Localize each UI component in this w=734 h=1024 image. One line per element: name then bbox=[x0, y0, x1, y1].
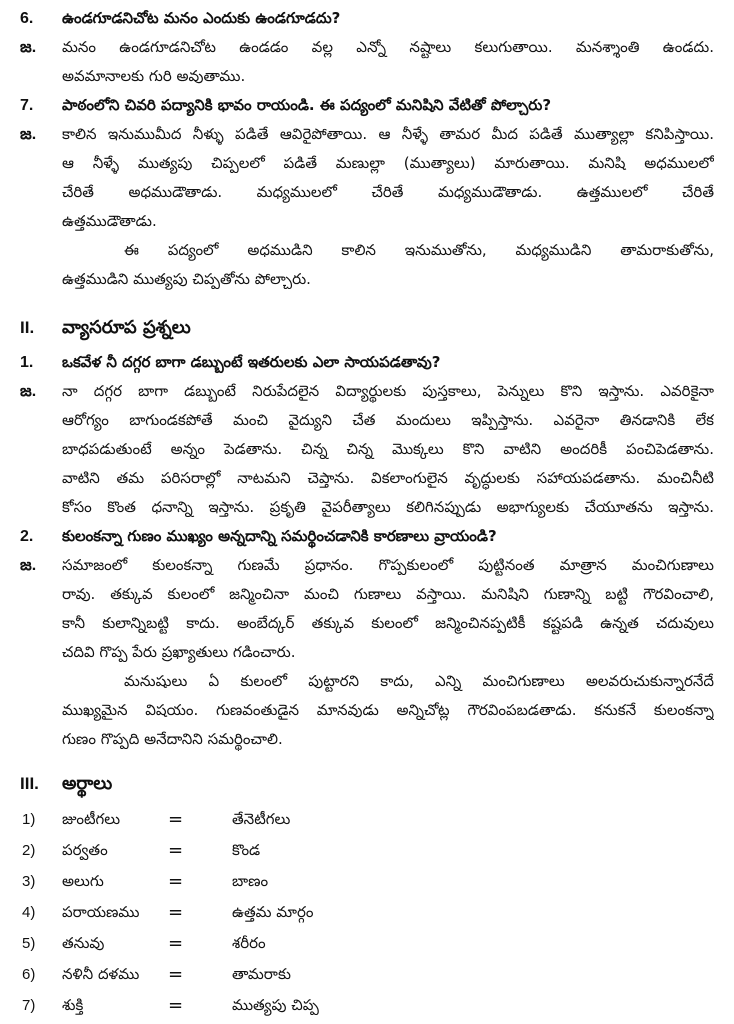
answer-6-line bbox=[0, 33, 734, 62]
meaning-value: ఉత్తమ మార్గం bbox=[232, 903, 314, 921]
answer-text: ఉత్తముడౌతాడు. bbox=[62, 212, 157, 230]
meaning-row bbox=[0, 990, 734, 1021]
answer-7-line bbox=[0, 265, 734, 294]
meaning-word: పరాయణము bbox=[62, 903, 140, 921]
answer-text: చదివి గొప్ప పేరు ప్రఖ్యాతులు గడించారు. bbox=[62, 643, 296, 661]
question-number: 6. bbox=[20, 10, 34, 27]
meaning-word: నళినీ దళము bbox=[62, 965, 140, 983]
answer-text: ముఖ్యమైన విషయం. గుణవంతుడైన మానవుడు అన్నిచోట్ల గౌరవింపబడతాడు. కనుకనే కులంకన్నా bbox=[62, 701, 714, 719]
answer-text: కానీ కులాన్నిబట్టి కాదు. అంబేద్కర్ తక్కువ కులంలో జన్మించినప్పటికీ కష్టపడి ఉన్నత చదువులు bbox=[62, 614, 714, 632]
answer-label: జ. bbox=[20, 39, 37, 56]
meaning-number: 7) bbox=[22, 997, 36, 1014]
answer-7-line bbox=[0, 120, 734, 149]
essay-answer-2-line bbox=[0, 667, 734, 696]
answer-text: మనుషులు ఏ కులంలో పుట్టారని కాదు, ఎన్ని మంచిగుణాలు అలవరుచుకున్నారనేదే bbox=[124, 672, 714, 690]
question-7 bbox=[0, 91, 734, 120]
meaning-number: 5) bbox=[22, 935, 36, 952]
answer-label: జ. bbox=[20, 383, 37, 400]
answer-text: అవమానాలకు గురి అవుతాము. bbox=[62, 67, 246, 85]
answer-text: బాధపడుతుంటే అన్నం పెడతాను. చిన్న చిన్న మొక్కలు కొని వాటిని అందరికీ పంచిపెడతాను. bbox=[62, 440, 714, 458]
meaning-value: ముత్యపు చిప్ప bbox=[232, 996, 319, 1014]
answer-text: చేరితే అధముడౌతాడు. మధ్యములలో చేరితే మధ్యముడౌతాడు. ఉత్తములలో చేరితే bbox=[62, 183, 714, 201]
section-title: అర్థాలు bbox=[62, 773, 113, 794]
meaning-word: జుంటీగలు bbox=[62, 810, 121, 828]
answer-text: ఆ నీళ్ళే ముత్యపు చిప్పలలో పడితే మణుల్లా (ముత్యాలు) మారుతాయి. మనిషి అధములలో bbox=[62, 154, 714, 172]
meaning-number: 2) bbox=[22, 842, 36, 859]
answer-text: గుణం గొప్పది అనేదానిని సమర్థించాలి. bbox=[62, 730, 283, 748]
answer-text: మనం ఉండగూడనిచోట ఉండడం వల్ల ఎన్నో నష్టాలు కలుగుతాయి. మనశ్శాంతి ఉండదు. bbox=[62, 38, 714, 56]
essay-answer-1-line bbox=[0, 377, 734, 406]
question-number: 1. bbox=[20, 354, 34, 371]
question-number: 7. bbox=[20, 97, 34, 114]
answer-6-line bbox=[0, 62, 734, 91]
meaning-value: బాణం bbox=[232, 872, 269, 890]
essay-answer-1-line bbox=[0, 406, 734, 435]
essay-answer-2-line bbox=[0, 725, 734, 754]
equals-sign: = bbox=[168, 995, 184, 1016]
question-text: కులంకన్నా గుణం ముఖ్యం అన్నదాన్ని సమర్థించడానికి కారణాలు వ్రాయండి? bbox=[62, 527, 497, 545]
question-number: 2. bbox=[20, 528, 34, 545]
meaning-row bbox=[0, 897, 734, 928]
essay-question-2 bbox=[0, 522, 734, 551]
answer-text: ఈ పద్యంలో అధముడిని కాలిన ఇనుముతోను, మధ్యముడిని తామరాకుతోను, bbox=[124, 241, 714, 259]
essay-question-1 bbox=[0, 348, 734, 377]
answer-7-line bbox=[0, 207, 734, 236]
answer-text: సమాజంలో కులంకన్నా గుణమే ప్రధానం. గొప్పకులంలో పుట్టినంత మాత్రాన మంచిగుణాలు bbox=[62, 556, 714, 574]
meaning-row bbox=[0, 804, 734, 835]
essay-answer-1-line bbox=[0, 464, 734, 493]
meaning-value: కొండ bbox=[232, 841, 261, 859]
answer-7-line bbox=[0, 178, 734, 207]
equals-sign: = bbox=[168, 871, 184, 892]
essay-answer-1-line bbox=[0, 435, 734, 464]
question-text: ఉండగూడనిచోట మనం ఎందుకు ఉండగూడదు? bbox=[62, 9, 341, 27]
meaning-value: శరీరం bbox=[232, 934, 266, 952]
meaning-row bbox=[0, 928, 734, 959]
essay-answer-1-line bbox=[0, 493, 734, 522]
question-6 bbox=[0, 4, 734, 33]
answer-7-line bbox=[0, 236, 734, 265]
meaning-word: తనువు bbox=[62, 934, 105, 952]
section-heading-2 bbox=[0, 308, 734, 348]
meaning-number: 4) bbox=[22, 904, 36, 921]
meaning-word: అలుగు bbox=[62, 872, 104, 890]
meaning-row bbox=[0, 959, 734, 990]
answer-label: జ. bbox=[20, 557, 37, 574]
essay-answer-2-line bbox=[0, 609, 734, 638]
answer-text: కాలిన ఇనుముమీద నీళ్ళు పడితే ఆవిరైపోతాయి. ఆ నీళ్ళే తామర మీద పడితే ముత్యాల్లా కనిపిస్తాయి. bbox=[62, 125, 714, 143]
essay-answer-2-line bbox=[0, 696, 734, 725]
equals-sign: = bbox=[168, 840, 184, 861]
meaning-row bbox=[0, 866, 734, 897]
meaning-number: 1) bbox=[22, 811, 36, 828]
meaning-value: తేనెటీగలు bbox=[232, 810, 291, 828]
meaning-word: పర్వతం bbox=[62, 841, 108, 859]
meanings-list bbox=[0, 804, 734, 1021]
answer-label: జ. bbox=[20, 126, 37, 143]
answer-text: వాటిని తమ పరిసరాల్లో నాటమని చెప్తాను. వికలాంగులైన వృద్ధులకు సహాయపడతాను. మంచినీటి bbox=[62, 469, 714, 487]
meaning-word: శుక్తి bbox=[62, 996, 84, 1014]
answer-7-line bbox=[0, 149, 734, 178]
equals-sign: = bbox=[168, 902, 184, 923]
meaning-number: 3) bbox=[22, 873, 36, 890]
equals-sign: = bbox=[168, 933, 184, 954]
meaning-row bbox=[0, 835, 734, 866]
meaning-value: తామరాకు bbox=[232, 965, 291, 983]
section-number: II. bbox=[20, 318, 35, 337]
equals-sign: = bbox=[168, 964, 184, 985]
section-heading-3 bbox=[0, 764, 734, 804]
section-title: వ్యాసరూప ప్రశ్నలు bbox=[62, 317, 191, 338]
essay-answer-2-line bbox=[0, 551, 734, 580]
answer-text: కోసం కొంత ధనాన్ని ఇస్తాను. ప్రకృతి వైపరీత్యాలు కలిగినప్పుడు అభాగ్యులకు చేయూతను ఇస్తాను. bbox=[62, 498, 714, 516]
essay-answer-2-line bbox=[0, 638, 734, 667]
equals-sign: = bbox=[168, 809, 184, 830]
answer-text: రావు. తక్కువ కులంలో జన్మించినా మంచి గుణాలు వస్తాయి. మనిషిని గుణాన్ని బట్టి గౌరవించాలి, bbox=[62, 585, 714, 603]
section-number: III. bbox=[20, 774, 39, 793]
meaning-number: 6) bbox=[22, 966, 36, 983]
question-text: ఒకవేళ నీ దగ్గర బాగా డబ్బుంటే ఇతరులకు ఎలా సాయపడతావు? bbox=[62, 353, 441, 371]
question-text: పాఠంలోని చివరి పద్యానికి భావం రాయండి. ఈ పద్యంలో మనిషిని వేటితో పోల్చారు? bbox=[62, 96, 552, 114]
answer-text: ఆరోగ్యం బాగుండకపోతే మంచి వైద్యుని చేత మందులు ఇప్పిస్తాను. ఎవరైనా తినడానికి లేక bbox=[62, 411, 714, 429]
answer-text: ఉత్తముడిని ముత్యపు చిప్పతోను పోల్చారు. bbox=[62, 270, 311, 288]
answer-text: నా దగ్గర బాగా డబ్బుంటే నిరుపేదలైన విద్యార్థులకు పుస్తకాలు, పెన్నులు కొని ఇస్తాను. ఎవరికైనా bbox=[62, 382, 714, 400]
essay-answer-2-line bbox=[0, 580, 734, 609]
